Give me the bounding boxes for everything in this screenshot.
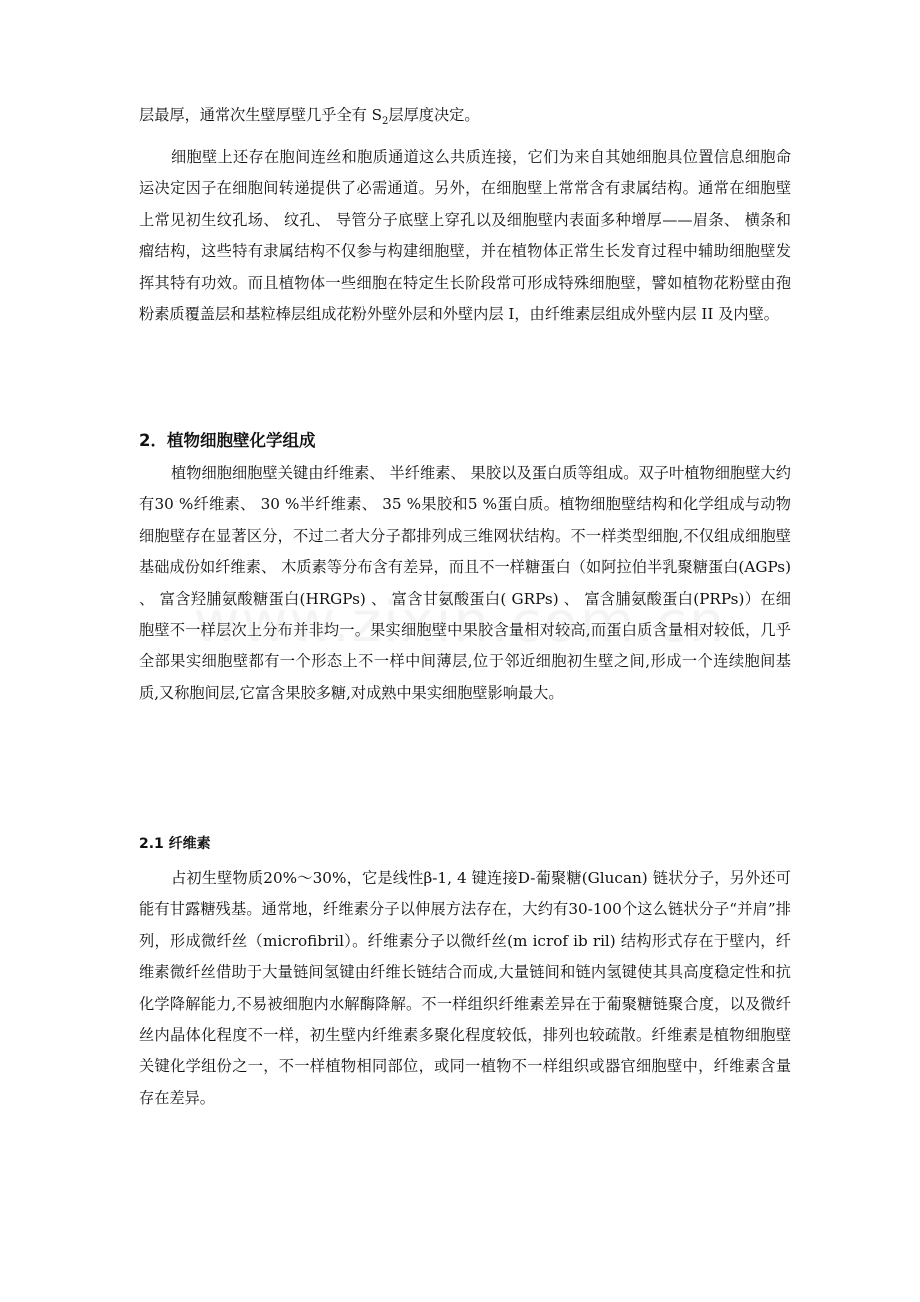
- paragraph-text-end: 层厚度决定。: [388, 106, 480, 124]
- paragraph-cell-wall-structures: 细胞壁上还存在胞间连丝和胞质通道这么共质连接，它们为来自其她细胞具位置信息细胞命运决定因子在细胞间转递提供了必需通道。另外，在细胞壁上常常含有隶属结构。通常在细胞壁上常见初生纹孔场、 纹孔、 导管分子底壁上穿孔以及细胞壁内表面多种增厚——眉条、 横条和瘤结构，这些特有隶属结构不仅参与构建细胞壁，并在植物体正常生长发育过程中辅助细胞壁发挥其特有功效。而且植物体一些细胞在特定生长阶段常可形成特殊细胞壁，譬如植物花粉壁由孢粉素质覆盖层和基粒棒层组成花粉外壁外层和外壁内层 I，由纤维素层组成外壁内层 II 及内壁。: [139, 148, 791, 324]
- paragraph-chemical-composition: 植物细胞细胞壁关键由纤维素、 半纤维素、 果胶以及蛋白质等组成。双子叶植物细胞壁大约有30 %纤维素、 30 %半纤维素、 35 %果胶和5 %蛋白质。植物细胞壁结构和化学组成与动物细胞壁存在显著区分，不过二者大分子都排列成三维网状结构。不一样类型细胞,不仅组成细胞壁基础成份如纤维素、 木质素等分布含有差异，而且不一样糖蛋白（如阿拉伯半乳聚糖蛋白(AGPs) 、 富含羟脯氨酸糖蛋白(HRGPs) 、 富含甘氨酸蛋白( GRPs) 、 富含脯氨酸蛋白(PRPs)）在细胞壁不一样层次上分布并非均一。果实细胞壁中果胶含量相对较高,而蛋白质含量相对较低，几乎全部果实细胞壁都有一个形态上不一样中间薄层,位于邻近细胞初生壁之间,形成一个连续胞间基质,又称胞间层,它富含果胶多糖,对成熟中果实细胞壁影响最大。: [139, 464, 791, 702]
- subscript: 2: [382, 116, 389, 128]
- paragraph-cellulose: 占初生壁物质20%～30%，它是线性β-1, 4 键连接D-葡聚糖(Glucan) 链状分子，另外还可能有甘露糖残基。通常地，纤维素分子以伸展方法存在，大约有30-100个这么链状分子“并肩”排列，形成微纤丝（microfibril）。纤维素分子以微纤丝(m icrof ib ril) 结构形式存在于壁内，纤维素微纤丝借助于大量链间氢键由纤维长链结合而成,大量链间和链内氢键使其具高度稳定性和抗化学降解能力,不易被细胞内水解酶降解。不一样组织纤维素差异在于葡聚糖链聚合度，以及微纤丝内晶体化程度不一样，初生壁内纤维素多聚化程度较低，排列也较疏散。纤维素是植物细胞壁关键化学组份之一，不一样植物相同部位，或同一植物不一样组织或器官细胞壁中，纤维素含量存在差异。: [139, 869, 791, 1107]
- section-heading-chemical-composition: 2．植物细胞壁化学组成: [139, 431, 316, 450]
- subsection-heading-cellulose: 2.1 纤维素: [139, 836, 211, 852]
- paragraph-text: 层最厚，通常次生壁厚壁几乎全有 S: [139, 106, 383, 124]
- paragraph-continuation: [139, 100, 791, 131]
